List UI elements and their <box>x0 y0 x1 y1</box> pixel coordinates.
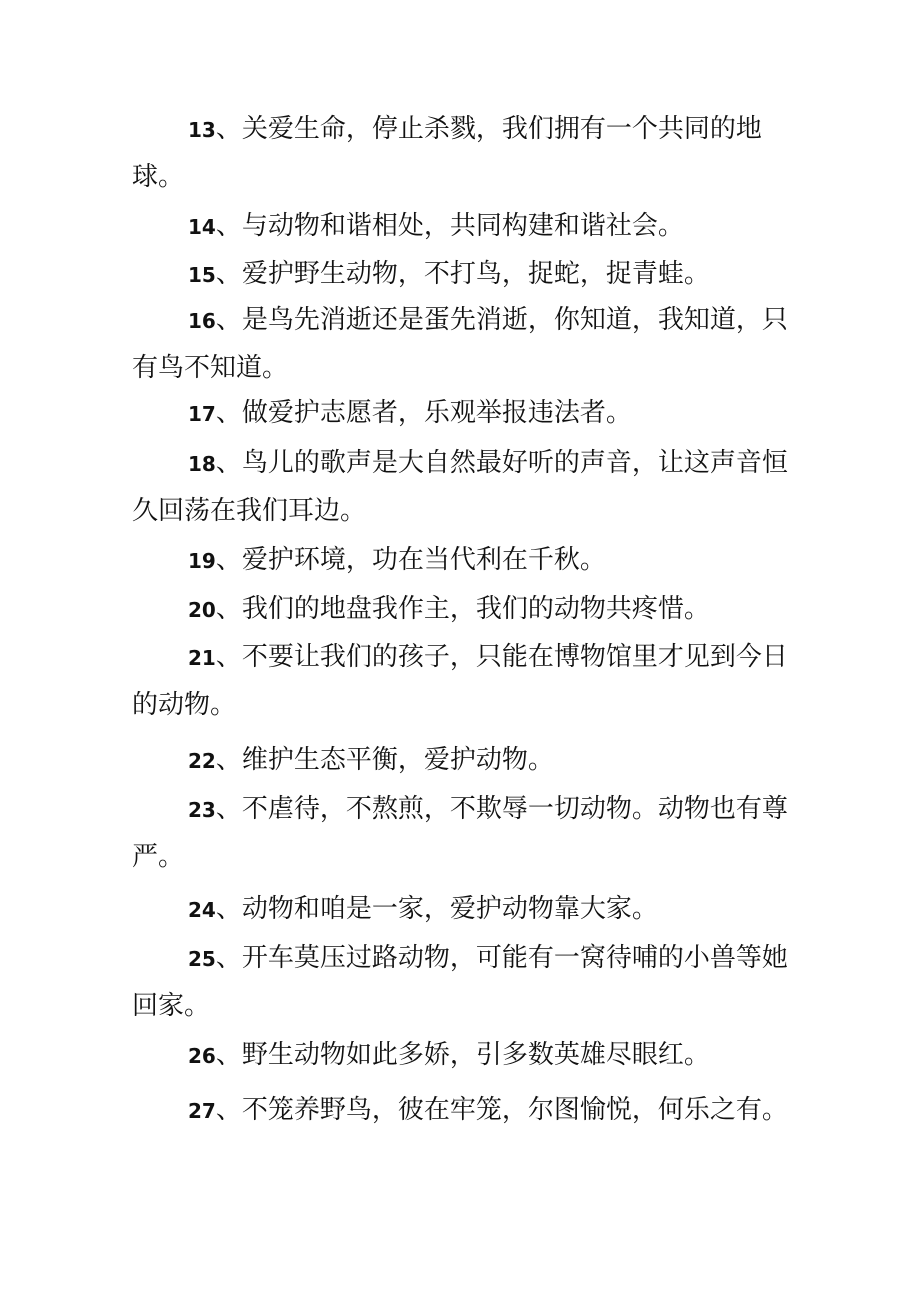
slogan-number: 27 <box>188 1099 216 1123</box>
slogan-item <box>132 251 792 299</box>
slogan-number: 26 <box>188 1044 216 1068</box>
slogan-text: 、是鸟先消逝还是蛋先消逝，你知道，我知道，只有鸟不知道。 <box>132 305 788 383</box>
slogan-number: 22 <box>188 749 216 773</box>
slogan-number: 24 <box>188 898 216 922</box>
slogan-number: 18 <box>188 452 216 476</box>
slogan-text: 、爱护环境，功在当代利在千秋。 <box>215 545 606 575</box>
slogan-text: 、鸟儿的歌声是大自然最好听的声音，让这声音恒久回荡在我们耳边。 <box>132 448 788 526</box>
slogan-text: 、开车莫压过路动物，可能有一窝待哺的小兽等她回家。 <box>132 943 788 1021</box>
slogan-text: 、维护生态平衡，爱护动物。 <box>215 745 554 775</box>
slogan-item <box>132 106 792 201</box>
slogan-number: 21 <box>188 646 216 670</box>
slogan-text: 、动物和咱是一家，爱护动物靠大家。 <box>215 894 658 924</box>
slogan-item <box>132 634 792 729</box>
slogan-item <box>132 586 792 634</box>
slogan-item <box>132 440 792 535</box>
slogan-text: 、不笼养野鸟，彼在牢笼，尔图愉悦，何乐之有。 <box>215 1095 788 1125</box>
slogan-text: 、不要让我们的孩子，只能在博物馆里才见到今日的动物。 <box>132 642 788 720</box>
slogan-item <box>132 786 792 881</box>
slogan-number: 16 <box>188 309 216 333</box>
slogan-text: 、做爱护志愿者，乐观举报违法者。 <box>215 398 632 428</box>
slogan-number: 23 <box>188 798 216 822</box>
slogan-item <box>132 203 792 251</box>
slogan-text: 、我们的地盘我作主，我们的动物共疼惜。 <box>215 594 710 624</box>
slogan-text: 、野生动物如此多娇，引多数英雄尽眼红。 <box>215 1040 710 1070</box>
slogan-item <box>132 537 792 585</box>
slogan-number: 25 <box>188 947 216 971</box>
slogan-item <box>132 737 792 785</box>
slogan-item <box>132 1084 792 1137</box>
slogan-item <box>132 1032 792 1080</box>
slogan-text: 、爱护野生动物，不打鸟，捉蛇，捉青蛙。 <box>215 259 710 289</box>
slogan-number: 13 <box>188 118 216 142</box>
slogan-number: 19 <box>188 549 216 573</box>
slogan-number: 15 <box>188 263 216 287</box>
slogan-text: 、不虐待，不熬煎，不欺辱一切动物。动物也有尊严。 <box>132 794 788 872</box>
slogan-item <box>132 935 792 1030</box>
slogan-text: 、与动物和谐相处，共同构建和谐社会。 <box>215 211 684 241</box>
slogan-number: 17 <box>188 402 216 426</box>
slogan-item <box>132 297 792 392</box>
slogan-number: 20 <box>188 598 216 622</box>
slogan-item <box>132 390 792 438</box>
slogan-text: 、关爱生命，停止杀戮，我们拥有一个共同的地球。 <box>132 114 762 192</box>
slogan-number: 14 <box>188 215 216 239</box>
slogan-item <box>132 886 792 934</box>
